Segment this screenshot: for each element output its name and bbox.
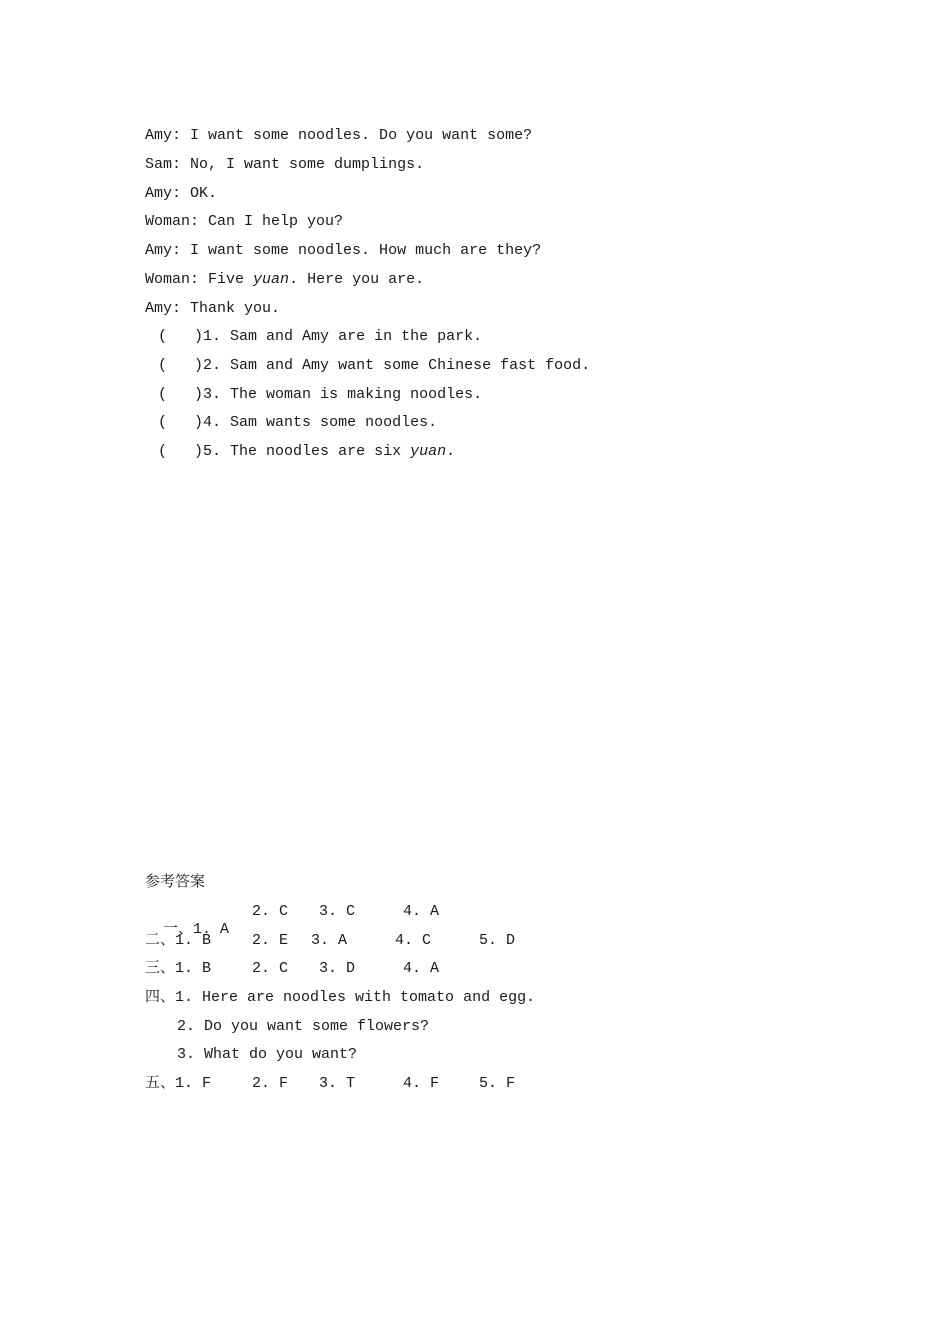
- answer-item: 3. C: [319, 903, 356, 920]
- question-number: 4.: [203, 414, 222, 431]
- question-number: 2.: [203, 357, 222, 374]
- answer-item: 2. C: [252, 903, 289, 920]
- answer-item: 4. C: [395, 932, 432, 949]
- section-label: 三、: [145, 960, 176, 977]
- answer-bracket[interactable]: ( ): [158, 328, 204, 345]
- utterance: OK.: [190, 185, 218, 202]
- utterance: Thank you.: [190, 300, 281, 317]
- answer-bracket[interactable]: ( ): [158, 414, 204, 431]
- section-label: 五、: [145, 1075, 176, 1092]
- question-number: 3.: [203, 386, 222, 403]
- utterance: Can I help you?: [208, 213, 344, 230]
- answer-item: 3. What do you want?: [177, 1046, 358, 1063]
- answer-item: 5. F: [479, 1075, 516, 1092]
- answer-item: 4. A: [403, 903, 440, 920]
- question-item: [158, 357, 590, 375]
- speaker: Woman: [145, 213, 191, 230]
- question-text: Sam wants some noodles.: [230, 414, 438, 431]
- answer-bracket[interactable]: ( ): [158, 386, 204, 403]
- question-number: 5.: [203, 443, 222, 460]
- answer-item: 1. B: [175, 960, 212, 977]
- question-text-end: .: [446, 443, 456, 460]
- utterance-start: Five: [208, 271, 254, 288]
- answer-item: 1. Here are noodles with tomato and egg.: [175, 989, 536, 1006]
- speaker: Amy: [145, 127, 173, 144]
- dialogue-line: Amy: Thank you.: [145, 300, 281, 317]
- answer-item: 3. D: [319, 960, 356, 977]
- speaker: Amy: [145, 185, 173, 202]
- dialogue-line: Amy: I want some noodles. Do you want some?: [145, 127, 533, 144]
- section-label: 四、: [145, 989, 176, 1006]
- speaker: Amy: [145, 242, 173, 259]
- answer-item: 2. C: [252, 960, 289, 977]
- answer-item: 1. B: [175, 932, 212, 949]
- question-text: Sam and Amy want some Chinese fast food.: [230, 357, 591, 374]
- question-item: [158, 414, 437, 432]
- answer-item: 2. F: [252, 1075, 289, 1092]
- question-number: 1.: [203, 328, 222, 345]
- dialogue-line: Sam: No, I want some dumplings.: [145, 156, 425, 173]
- question-text-italic: yuan: [410, 443, 447, 460]
- answer-bracket[interactable]: ( ): [158, 357, 204, 374]
- question-text: Sam and Amy are in the park.: [230, 328, 483, 345]
- answer-row-2: [145, 932, 211, 950]
- question-item: [158, 443, 455, 461]
- utterance: I want some noodles. How much are they?: [190, 242, 542, 259]
- speaker: Woman: [145, 271, 191, 288]
- dialogue-line: Woman: Five yuan. Here you are.: [145, 271, 425, 288]
- dialogue-line: Woman: Can I help you?: [145, 213, 344, 230]
- answer-row-3: [145, 960, 211, 978]
- question-item: [158, 328, 482, 346]
- answer-item: 3. A: [311, 932, 348, 949]
- section-label: 二、: [145, 932, 176, 949]
- answer-row-5: [145, 1075, 211, 1093]
- utterance: I want some noodles. Do you want some?: [190, 127, 533, 144]
- question-text: The woman is making noodles.: [230, 386, 483, 403]
- answer-row-4: [145, 989, 535, 1007]
- section-label: 一、1. A: [163, 921, 230, 938]
- answer-item: 2. Do you want some flowers?: [177, 1018, 430, 1035]
- answer-item: 2. E: [252, 932, 289, 949]
- utterance-end: . Here you are.: [289, 271, 425, 288]
- speaker: Sam: [145, 156, 173, 173]
- dialogue-line: Amy: I want some noodles. How much are they?: [145, 242, 542, 259]
- answer-item: 1. F: [175, 1075, 212, 1092]
- question-item: [158, 386, 482, 404]
- speaker: Amy: [145, 300, 173, 317]
- answer-key-title: 参考答案: [145, 874, 206, 891]
- answer-item: 4. F: [403, 1075, 440, 1092]
- answer-item: 3. T: [319, 1075, 356, 1092]
- answer-bracket[interactable]: ( ): [158, 443, 204, 460]
- question-text-start: The noodles are six: [230, 443, 411, 460]
- utterance-italic: yuan: [253, 271, 290, 288]
- answer-item: 5. D: [479, 932, 516, 949]
- answer-item: 4. A: [403, 960, 440, 977]
- dialogue-line: Amy: OK.: [145, 185, 218, 202]
- utterance: No, I want some dumplings.: [190, 156, 425, 173]
